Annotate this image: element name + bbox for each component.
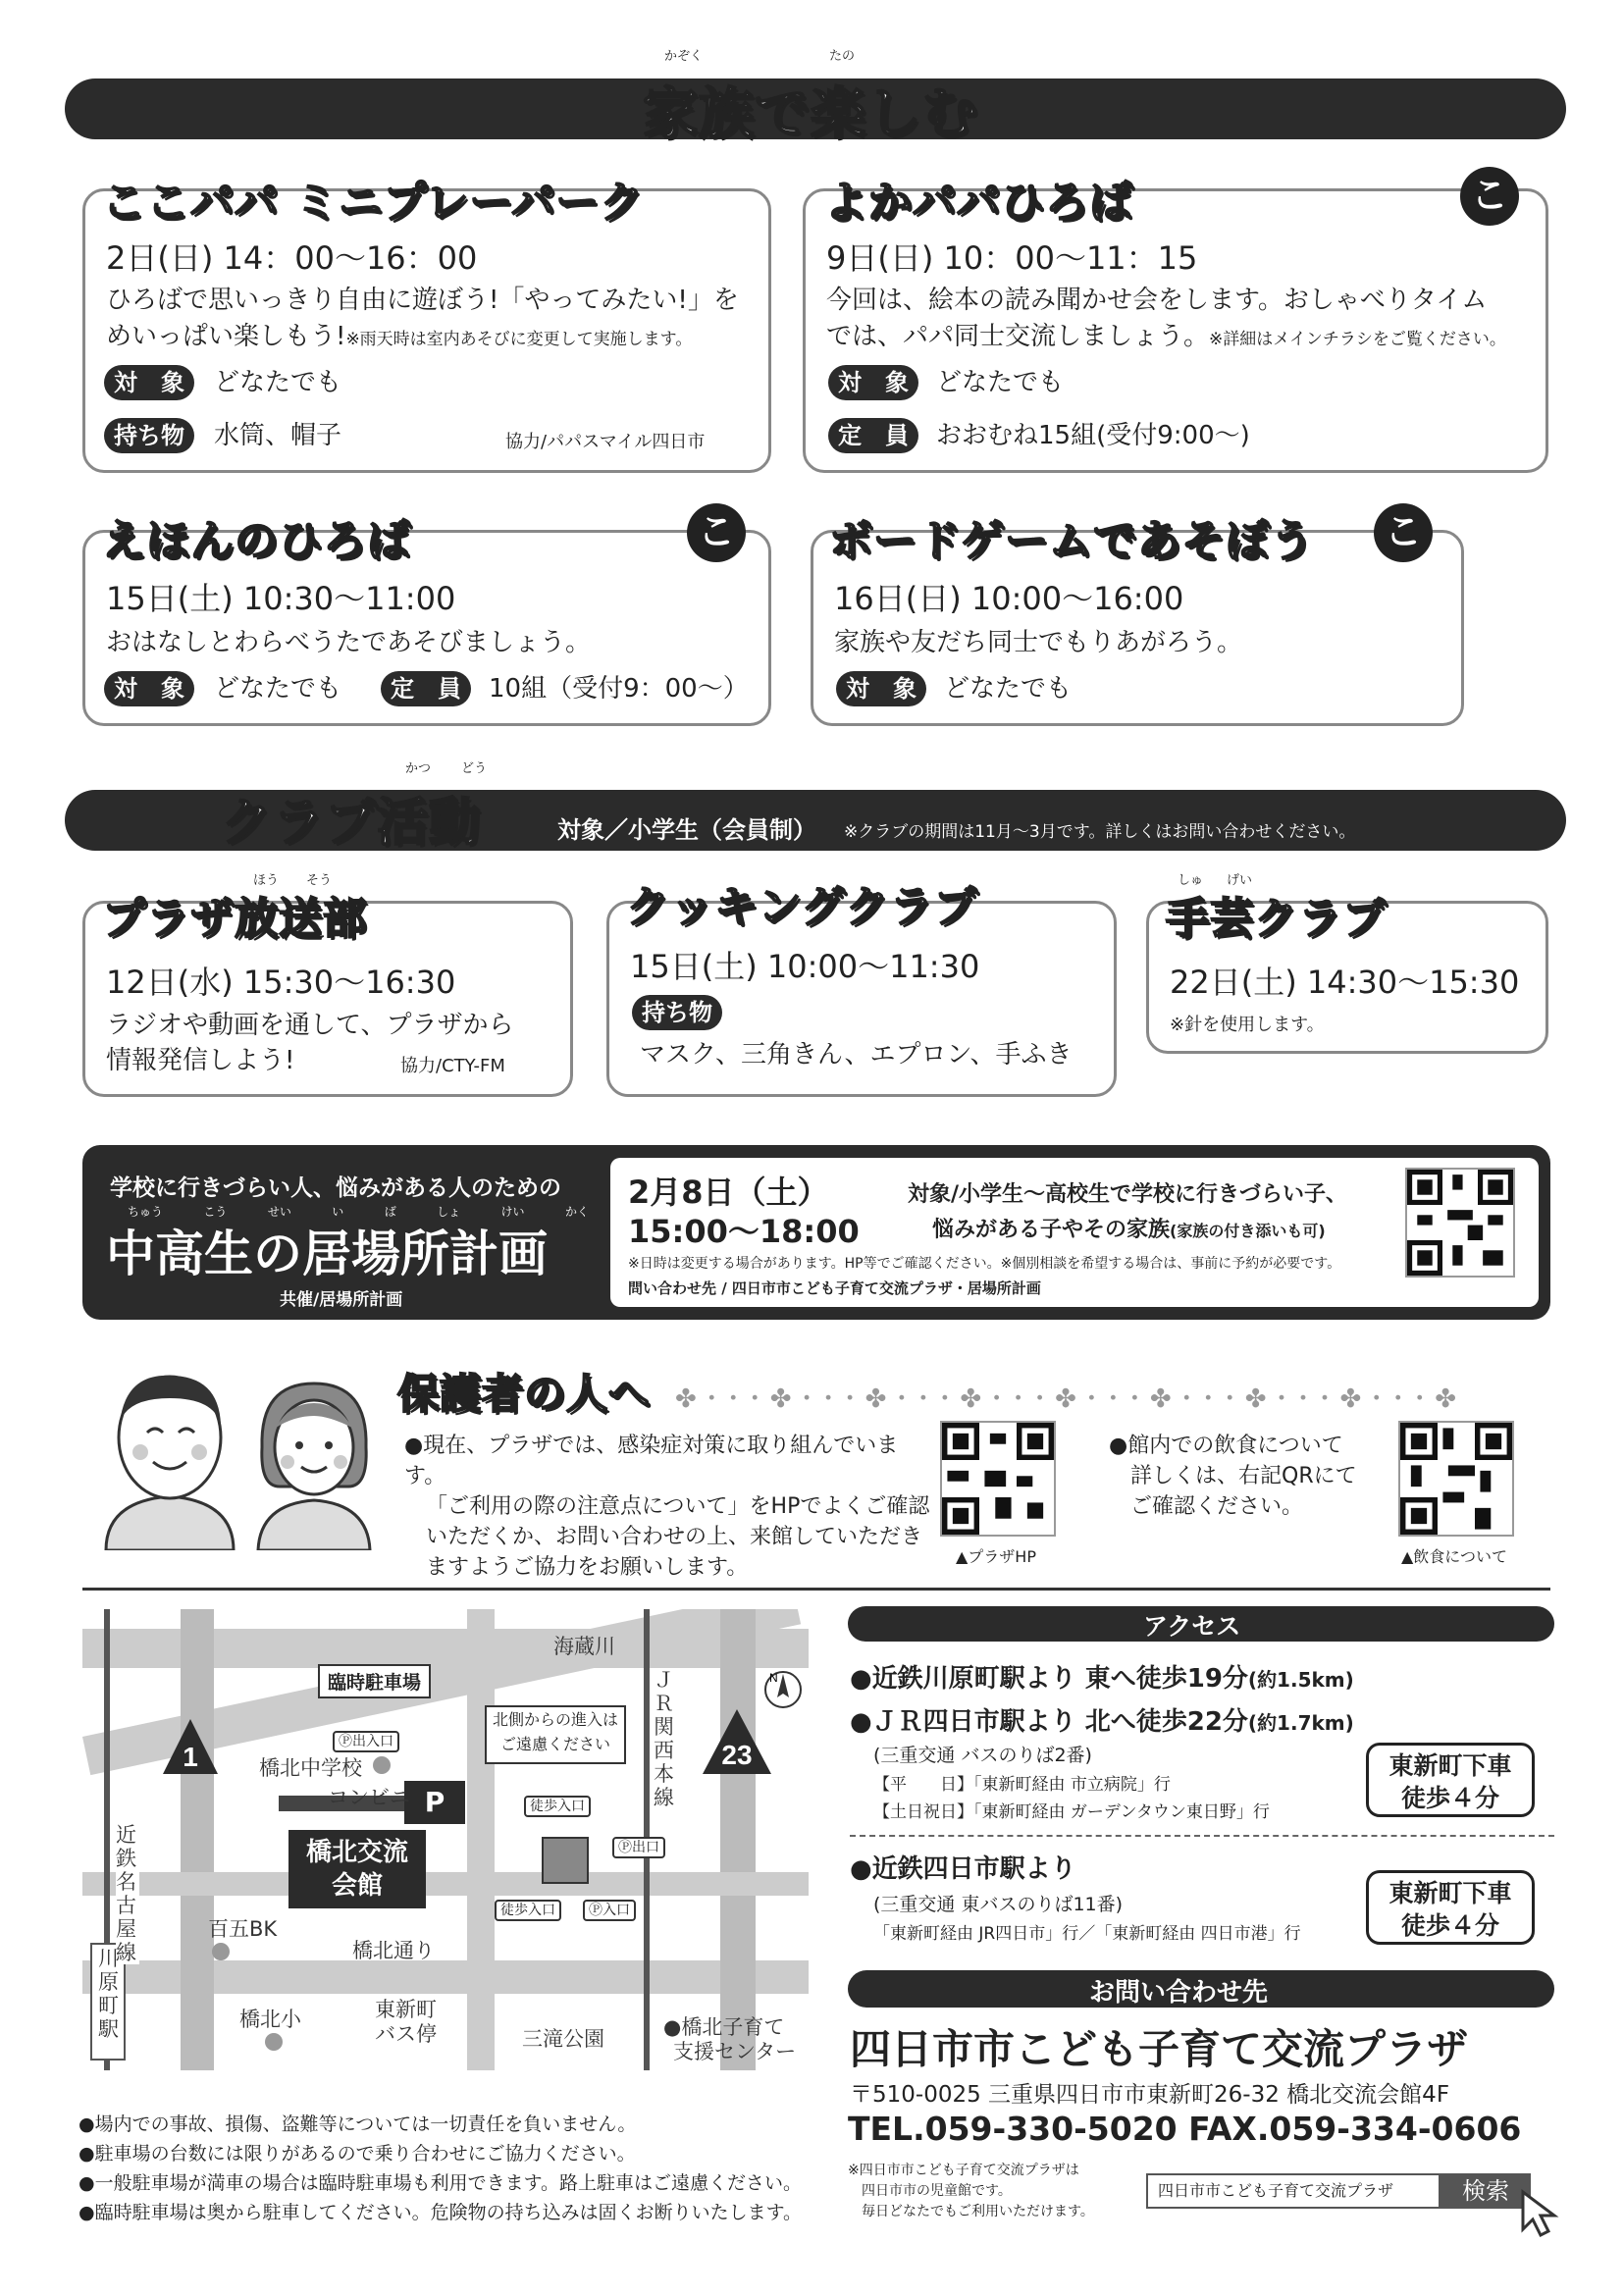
event-desc: 今回は、絵本の読み聞かせ会をします。おしゃべりタイム [826,286,1488,315]
target-value: どなたでも [944,674,1073,704]
section-title-family: 家族で楽しむ [643,82,978,146]
mother-illustration-icon [250,1369,378,1550]
parking-exit-label: Ⓟ出口 [612,1837,665,1858]
bus-stop-label: 東新町 バス停 [375,1998,437,2046]
svg-text:1: 1 [183,1742,198,1772]
parking-entrance-label: Ⓟ入口 [583,1900,636,1921]
event-desc: めいっぱい楽しもう!※雨天時は室内あそびに変更して実施します。 [106,322,693,351]
kodomo-badge-icon: こ [687,503,746,562]
access-route: ●ＪＲ四日市駅より 北へ徒歩22分(約1.7km) [850,1707,1354,1737]
ibasho-host: 共催/居場所計画 [280,1290,403,1310]
road [82,1872,809,1896]
support-center-label: ●橋北子育て 支援センター [663,2015,797,2063]
access-title: アクセス [1143,1612,1241,1641]
qr-label: ▲飲食について [1401,1547,1507,1566]
qr-label: ▲居場所計画HP [1395,1286,1500,1304]
capacity-value: おおむね15組(受付9:00〜) [936,421,1250,450]
route-1-sign-icon [161,1717,220,1776]
club-title: プラザ放送部 [102,894,367,944]
notice-text: ●駐車場の台数には限りがあるので乗り合わせにご協力ください。 [79,2143,636,2165]
notice-text: ●一般駐車場が満車の場合は臨時駐車場も利用できます。路上駐車はご遠慮ください。 [79,2172,803,2194]
event-title: ここパパ ミニプレーパーク [102,178,645,228]
ruby: しゅ [1178,873,1204,888]
hall-site [542,1837,589,1884]
ibasho-lead: 学校に行きづらい人、悩みがある人のための [110,1175,561,1201]
club-note: ※クラブの期間は11月〜3月です。詳しくはお問い合わせください。 [844,822,1356,842]
club-title: クッキングクラブ [626,882,978,932]
temp-parking-label: 臨時駐車場 [318,1664,431,1698]
qr-code-food[interactable] [1398,1421,1514,1537]
station-label: 川原町駅 [98,1947,119,2041]
tag-target: 対 象 [836,671,926,706]
kodomo-badge-icon: こ [1460,167,1519,226]
belongings-value: 水筒、帽子 [214,421,342,450]
road-route23 [720,1609,756,2070]
access-detail: (三重交通 東バスのりば11番) [873,1894,1124,1915]
convenience-label: コンビニ [328,1786,410,1809]
contact-name: 四日市市こども子育て交流プラザ [850,2025,1469,2073]
street-label: 橋北通り [352,1939,435,1962]
contact-note: ※四日市市こども子育て交流プラザは 四日市市の児童館です。 毎日どなたでもご利用いただけます。 [848,2163,1094,2219]
map-pin-icon [373,1756,391,1774]
access-map [82,1609,809,2070]
event-desc: おはなしとわらべうたであそびましょう。 [106,628,592,657]
parking-entrance-label: Ⓟ出入口 [333,1731,399,1752]
ibasho-target: 悩みがある子やその家族(家族の付き添いも可) [932,1218,1326,1242]
club-desc: マスク、三角きん、エプロン、手ふき [640,1040,1073,1070]
event-desc: ひろばで思いっきり自由に遊ぼう!「やってみたい!」を [106,286,739,315]
ibasho-note: ※日時は変更する場合があります。HP等でご確認ください。※個別相談を希望する場合は、事前に予約が必要です。 [628,1256,1341,1272]
guardian-title: 保護者の人へ [397,1370,652,1418]
contact-address: 〒510-0025 三重県四日市市東新町26-32 橋北交流会館4F [850,2082,1450,2108]
road [467,1609,495,2070]
club-note: ※針を使用します。 [1170,1015,1325,1035]
event-time: 2日(日) 14：00〜16：00 [106,239,478,277]
capacity-value: 10組（受付9：00〜） [489,674,749,704]
school-label: 橋北中学校 [259,1756,362,1780]
walk-time-box: 東新町下車 徒歩４分 [1366,1870,1535,1945]
event-title: えほんのひろば [102,516,411,566]
target-value: どなたでも [936,368,1065,397]
access-detail: 【土日祝日】「東新町経由 ガーデンタウン東日野」行 [873,1802,1270,1822]
river-label: 海蔵川 [553,1635,615,1658]
divider [82,1588,1550,1591]
father-illustration-icon [96,1354,243,1550]
club-time: 22日(土) 14:30〜15:30 [1170,964,1520,1001]
target-value: どなたでも [214,674,342,704]
tag-capacity: 定 員 [828,418,918,453]
access-detail: 「東新町経由 JR四日市」行／「東新町経由 四日市港」行 [873,1924,1301,1944]
club-target: 対象／小学生（会員制） [557,816,816,844]
event-title: ボードゲームであそぼう [829,516,1315,566]
tag-capacity: 定 員 [381,671,471,706]
credit: 協力/CTY-FM [400,1056,505,1076]
walk-entrance-label: 徒歩入口 [524,1796,591,1817]
tag-target: 対 象 [828,365,918,400]
parking-icon: P [404,1781,465,1824]
north-warning: 北側からの進入は ご遠慮ください [485,1705,626,1764]
kodomo-badge-icon: こ [1374,503,1433,562]
ruby: ほう [253,873,280,888]
ibasho-contact: 問い合わせ先 / 四日市市こども子育て交流プラザ・居場所計画 [628,1279,1041,1297]
cursor-arrow-icon [1519,2188,1562,2239]
contact-title: お問い合わせ先 [1089,1978,1269,2008]
ibasho-target: 対象/小学生〜高校生で学校に行きづらい子、 [908,1182,1348,1207]
notice-text: ●臨時駐車場は奥から駐車してください。危険物の持ち込みは固くお断りいたします。 [79,2202,803,2223]
ruby: どう [461,761,488,776]
map-pin-icon [265,2033,283,2051]
guardian-text: ●館内での飲食について 詳しくは、右記QRにて ご確認ください。 [1109,1434,1357,1519]
access-route: ●近鉄川原町駅より 東へ徒歩19分(約1.5km) [850,1664,1354,1694]
notice-text: ●場内での事故、損傷、盗難等については一切責任を負いません。 [79,2113,637,2135]
event-time: 16日(日) 10:00〜16:00 [834,580,1184,617]
credit: 協力/パパスマイル四日市 [505,432,706,452]
svg-text:23: 23 [721,1740,753,1770]
qr-code-ibasho[interactable] [1405,1168,1515,1278]
tag-target: 対 象 [104,365,194,400]
qr-code-plaza[interactable] [940,1421,1056,1537]
walk-time-box: 東新町下車 徒歩４分 [1366,1743,1535,1817]
park-label: 三滝公園 [522,2027,604,2051]
ruby: げい [1227,873,1253,888]
road-route1 [181,1609,214,2070]
divider [850,1835,1554,1837]
search-button[interactable]: 検索 [1441,2173,1531,2209]
bank-label: 百五BK [208,1917,278,1941]
svg-text:N: N [769,1671,778,1685]
qr-label: ▲プラザHP [956,1547,1036,1566]
club-title: 手芸クラブ [1166,894,1387,944]
contact-tel: TEL.059-330-5020 FAX.059-334-0606 [848,2110,1522,2148]
club-time: 12日(水) 15:30〜16:30 [106,964,456,1001]
section-title-club: クラブ活動 [221,794,482,853]
jr-label: ＪＲ関西本線 [654,1668,677,1809]
club-desc: ラジオや動画を通して、プラザから [106,1011,514,1040]
ruby: そう [306,873,333,888]
map-pin-icon [212,1943,230,1960]
search-input[interactable]: 四日市市こども子育て交流プラザ [1146,2173,1441,2209]
clover-border-icon: ✤･･･✤･･･✤･･･✤･･･✤･･･✤･･･✤･･･✤･･･✤ [675,1384,1466,1414]
ruby: たの [829,49,856,64]
club-desc: 情報発信しよう! [106,1046,295,1075]
hall-building: 橋北交流 会館 [288,1830,426,1908]
access-route: ●近鉄四日市駅より [850,1854,1076,1884]
ibasho-title: 中高生の居場所計画 [106,1226,548,1282]
target-value: どなたでも [214,368,342,397]
tag-belongings: 持ち物 [104,418,194,453]
ibasho-ruby: ちゅう こう せい い ば しょ けい かく [128,1205,589,1219]
event-title: よかパパひろば [824,178,1133,228]
kintetsu-label: 近鉄名古屋線 [116,1823,139,1964]
access-detail: 【平 日】「東新町経由 市立病院」行 [873,1775,1171,1795]
ruby: かぞく [664,49,704,64]
tag-belongings: 持ち物 [632,995,722,1030]
route-23-sign-icon [701,1707,773,1776]
event-time: 9日(日) 10：00〜11：15 [826,239,1198,277]
school-label: 橋北小 [239,2008,301,2031]
walk-entrance-label: 徒歩入口 [495,1900,561,1921]
event-desc: 家族や友だち同士でもりあがろう。 [834,628,1243,657]
north-arrow-icon [761,1668,805,1711]
ibasho-time: 15:00〜18:00 [628,1213,860,1250]
guardian-text: ●現在、プラザでは、感染症対策に取り組んでいます。 「ご利用の際の注意点について」をHPでよくご確認 いただくか、お問い合わせの上、来館していただき ますようご協力をお願いします。 [404,1434,930,1580]
tag-target: 対 象 [104,671,194,706]
club-time: 15日(土) 10:00〜11:30 [630,948,980,985]
ibasho-date: 2月8日（土） [628,1174,829,1211]
ruby: かつ [405,761,432,776]
access-detail: (三重交通 バスのりば2番) [873,1745,1092,1766]
event-time: 15日(土) 10:30〜11:00 [106,580,456,617]
event-desc: では、パパ同士交流しましょう。※詳細はメインチラシをご覧ください。 [826,322,1506,351]
